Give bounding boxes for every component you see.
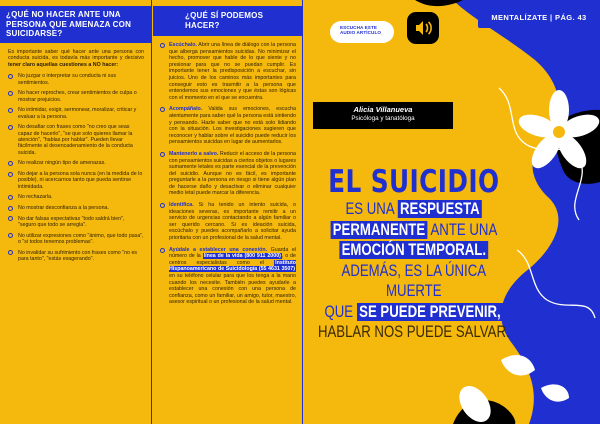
- hotline-highlight: línea de la vida (800 911 2000): [203, 253, 281, 260]
- bullet-icon: [160, 43, 165, 48]
- list-item: Acompáñalo. Valida sus emociones, escucha atentamente para saber qué la persona está sintiendo y pensando. Hazle saber que no está solo lidiando con la situación. Los investigaciones sugieren que reconocer y hablar sobre el suicidio puede reducir los pensamientos suicidas en lugar de aumentarlos.: [160, 106, 296, 146]
- bullet-icon: [160, 152, 165, 157]
- bullet-icon: [8, 195, 13, 200]
- pull-quote: [313, 166, 515, 343]
- bullet-icon: [8, 161, 13, 166]
- quote-line: QUE SE PUEDE PREVENIR,: [313, 302, 515, 323]
- audio-article-widget[interactable]: [323, 12, 441, 44]
- speaker-icon: [407, 12, 439, 44]
- audio-label: ESCUCHA ESTE AUDIO ARTÍCULO: [340, 25, 382, 36]
- list-item: No desafiar con frases como "no creo que seas capaz de hacerlo", "se que solo quieres llamar la atención", "hablas por hablar". Pueden llevar fácilmente al desencadenamiento de la conducta suicida.: [8, 124, 144, 156]
- bullet-icon: [8, 216, 13, 221]
- list-item: No utilizar expresiones como "ánimo, que todo pasa", o "si todos tenemos problemas".: [8, 233, 144, 246]
- bullet-icon: [8, 250, 13, 255]
- list-item: No hacer reproches, crear sentimientos de culpa o mostrar prejuicios.: [8, 90, 144, 103]
- quote-line: ADEMÁS, ES LA ÚNICA MUERTE: [341, 261, 487, 300]
- do-list: [160, 42, 296, 306]
- quote-line: EL SUICIDIO: [328, 164, 500, 200]
- list-item: Escúchalo. Abrir una línea de diálogo con la persona que alberga pensamientos suicidas. No minimizar el hecho, promover que hable de lo que siente y no presionar para que no se puedan cumplir. Es importante tener la predisposición a escuchar, sin juicios. Uno de los caminos más importantes para conseguir esto es trasmitir a la persona que entendemos sus emociones y que éstas son lógicas con el momento en el que se encuentra.: [160, 42, 296, 101]
- list-item: No rechazarla.: [8, 194, 144, 200]
- audio-play-button[interactable]: [407, 12, 439, 44]
- bullet-icon: [160, 107, 165, 112]
- quote-line: HABLAR NOS PUEDE SALVAR.: [317, 323, 510, 341]
- list-item: Ayúdale a establecer una conexión. Guarda el número de la línea de la vida (800 911 2000), o de centros especialistas como el Instituto Hispanoamericano de Suicidología (55 4631 3507) en su teléfono celular para que los tenga a la mano cuando los necesite. También puedes ayudarle a establecer una conexión con una persona de confianza, como un familiar, un amigo, tutor, maestro, asesor espiritual o un profesional de la salud mental.: [160, 247, 296, 306]
- list-item: No invalidar su sufrimiento con frases como "no es para tanto", "estás exagerando".: [8, 250, 144, 263]
- bullet-icon: [8, 172, 13, 177]
- intro-paragraph: [8, 49, 144, 70]
- bullet-icon: [8, 91, 13, 96]
- quote-line: PERMANENTE ANTE UNA: [313, 220, 515, 241]
- black-blob-top: [415, 0, 463, 6]
- bullet-icon: [8, 233, 13, 238]
- column-heading: ¿QUÉ SÍ PODEMOS HACER?: [153, 6, 302, 36]
- bullet-icon: [8, 125, 13, 130]
- what-not-to-do-column: [0, 0, 152, 424]
- list-item: No dejar a la persona sola nunca (en la medida de lo posible), ni acercarnos tanto que pueda sentirse intimidada.: [8, 171, 144, 190]
- list-item: Mantenerlo a salvo. Reducir el acceso de la persona con pensamientos suicidas a ciertos objetos o lugares sumamente letales es parte esencial de la prevención del suicidio. Aunque no es fácil, es importante preguntarle a la persona en riesgo si tiene algún plan de hacerse daño y desactivar o eliminar cualquier medio letal puede marcar la diferencia.: [160, 151, 296, 197]
- dont-list: [8, 73, 144, 262]
- quote-line: EMOCIÓN TEMPORAL.: [313, 240, 515, 261]
- what-to-do-column: [153, 0, 303, 424]
- list-item: No intimidar, exigir, sermonear, moralizar, criticar y evaluar a la persona.: [8, 107, 144, 120]
- quote-line: ES UNA RESPUESTA: [313, 199, 515, 220]
- bullet-icon: [8, 74, 13, 79]
- list-item: No mostrar desconfianza a la persona.: [8, 205, 144, 211]
- intro-text: Es importante saber qué hacer ante una persona con conducta suicida, es todavía más importante y decisivo: [8, 48, 144, 62]
- list-item: Identifica. Si ha tenido un intento suicida, o ideaciones severas, es importante remitir a un servicio de urgencias contactando a algún familiar o ser querido cercano. Si es ideación suicida, escúchalo y puedes acompañarlo a solicitar ayuda prioritaria con un profesional de la salud mental.: [160, 202, 296, 242]
- bullet-icon: [8, 206, 13, 211]
- column-heading: ¿QUÉ NO HACER ANTE UNA PERSONA QUE AMENAZA CON SUICIDARSE?: [0, 6, 151, 43]
- bullet-icon: [8, 108, 13, 113]
- author-box: [313, 102, 453, 129]
- institute-highlight: Instituto Hispanoamericano de Suicidología (55 4631 3507): [169, 259, 296, 273]
- intro-bold: tener claro aquellas cuestiones a NO hacer:: [8, 62, 119, 69]
- section-tag: MENTALÍZATE | PÁG. 43: [478, 8, 600, 28]
- bullet-icon: [160, 248, 165, 253]
- bullet-icon: [160, 203, 165, 208]
- list-item: No dar falsas expectativas "todo saldrá bien", "seguro que todo se arregla".: [8, 216, 144, 229]
- list-item: No realizar ningún tipo de amenazas.: [8, 160, 144, 166]
- author-name: Alicia Villanueva: [353, 105, 413, 114]
- list-item: No juzgar o interpretar su conducta ni sus sentimientos.: [8, 73, 144, 86]
- author-role: Psicóloga y tanatóloga: [351, 115, 415, 122]
